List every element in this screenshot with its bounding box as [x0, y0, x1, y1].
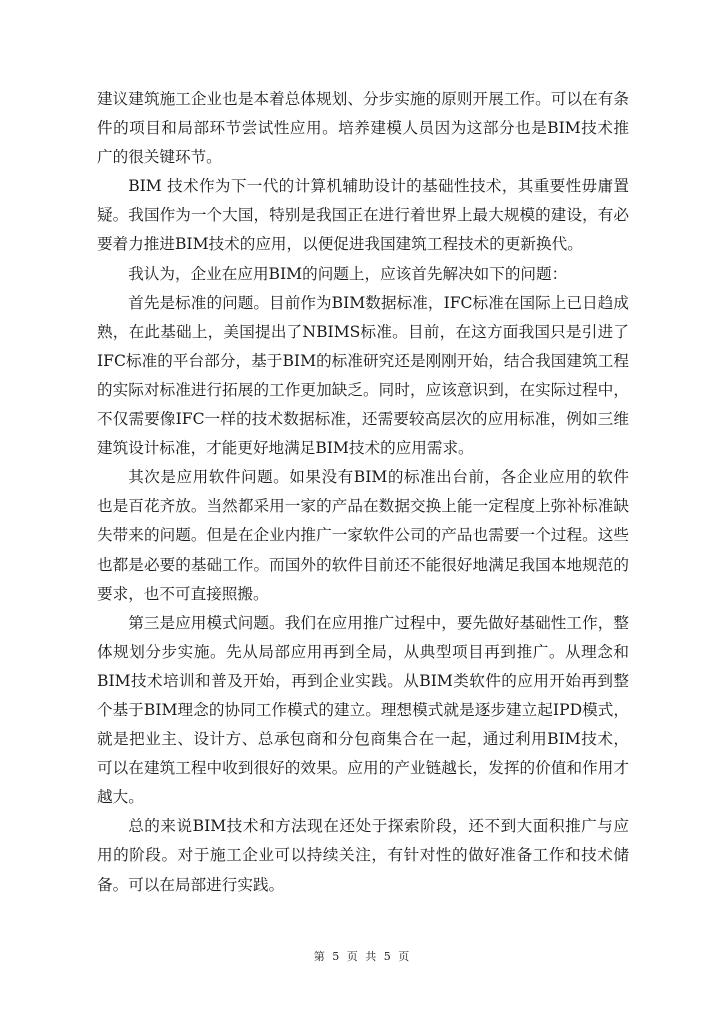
page-number-footer: 第 5 页 共 5 页	[313, 950, 411, 963]
paragraph-1: 建议建筑施工企业也是本着总体规划、分步实施的原则开展工作。可以在有条件的项目和局部环节尝试性应用。培养建模人员因为这部分也是BIM技术推广的很关键环节。	[97, 90, 629, 167]
document-body	[97, 85, 629, 900]
paragraph-3: 我认为，企业在应用BIM的问题上，应该首先解决如下的问题：	[128, 264, 568, 283]
paragraph-5: 其次是应用软件问题。如果没有BIM的标准出台前，各企业应用的软件也是百花齐放。当然都采用一家的产品在数据交换上能一定程度上弥补标准缺失带来的问题。但是在企业内推广一家软件公司的产品也需要一个过程。这些也都是必要的基础工作。而国外的软件目前还不能很好地满足我国本地规范的要求，也不可直接照搬。	[97, 468, 629, 603]
paragraph-2: BIM 技术作为下一代的计算机辅助设计的基础性技术，其重要性毋庸置疑。我国作为一个大国，特别是我国正在进行着世界上最大规模的建设，有必要着力推进BIM技术的应用，以便促进我国建筑工程技术的更新换代。	[97, 177, 629, 254]
paragraph-7: 总的来说BIM技术和方法现在还处于探索阶段，还不到大面积推广与应用的阶段。对于施工企业可以持续关注，有针对性的做好准备工作和技术储备。可以在局部进行实践。	[97, 817, 629, 894]
paragraph-4: 首先是标准的问题。目前作为BIM数据标准，IFC标准在国际上已日趋成熟，在此基础上，美国提出了NBIMS标准。目前，在这方面我国只是引进了IFC标准的平台部分，基于BIM的标准研究还是刚刚开始，结合我国建筑工程的实际对标准进行拓展的工作更加缺乏。同时，应该意识到，在实际过程中，不仅需要像IFC一样的技术数据标准，还需要较高层次的应用标准，例如三维建筑设计标准，才能更好地满足BIM技术的应用需求。	[97, 293, 629, 458]
paragraph-6: 第三是应用模式问题。我们在应用推广过程中，要先做好基础性工作，整体规划分步实施。先从局部应用再到全局，从典型项目再到推广。从理念和BIM技术培训和普及开始，再到企业实践。从BIM类软件的应用开始再到整个基于BIM理念的协同工作模式的建立。理想模式就是逐步建立起IPD模式，就是把业主、设计方、总承包商和分包商集合在一起，通过利用BIM技术，可以在建筑工程中收到很好的效果。应用的产业链越长，发挥的价值和作用才越大。	[97, 613, 629, 807]
